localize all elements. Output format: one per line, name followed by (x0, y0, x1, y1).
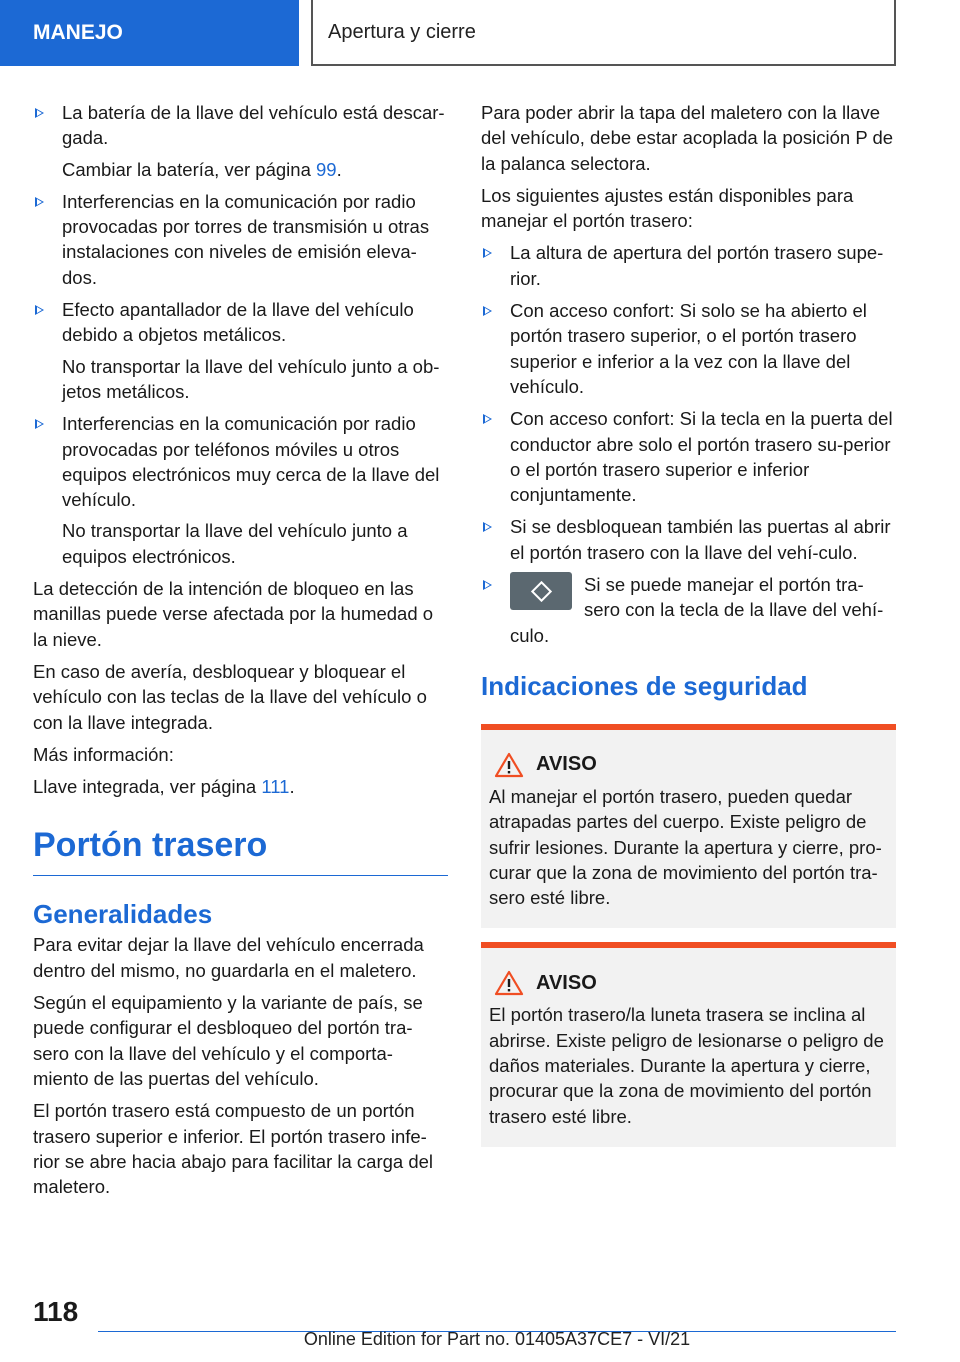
warning-title: AVISO (536, 971, 597, 994)
list-item-subtext: Cambiar la batería, ver página 99. (62, 158, 342, 180)
warning-box (481, 942, 896, 1146)
paragraph: Llave integrada, ver página 111. (33, 776, 295, 798)
warning-box (481, 724, 896, 928)
bullet-triangle-icon (35, 305, 44, 315)
paragraph: El portón trasero está compuesto de un portón trasero superior e inferior. El portón trasero infe-rior se abre hacia abajo para facilitar la carga del maletero. (33, 1100, 434, 1198)
bullet-triangle-icon (483, 248, 492, 258)
page-link[interactable]: 111 (261, 776, 290, 798)
list-item-text: Si se desbloquean también las puertas al abrir el portón trasero con la llave del vehí-culo. (510, 516, 891, 563)
list-item (481, 572, 896, 648)
list-item-text: Con acceso confort: Si la tecla en la puerta del conductor abre solo el portón trasero su-perior o el portón trasero superior e inferior conjuntamente. (510, 408, 893, 506)
list-item-subtext: No transportar la llave del vehículo junto a equipos electrónicos. (62, 520, 408, 567)
bullet-triangle-icon (483, 414, 492, 424)
chapter-header (311, 0, 896, 66)
subsection-heading: Generalidades (33, 899, 213, 930)
bullet-triangle-icon (483, 580, 492, 590)
list-item-text: Interferencias en la comunicación por radio provocadas por teléfonos móviles u otros equipos electrónicos muy cerca de la llave del vehículo. (62, 413, 440, 511)
list-item-text: Efecto apantallador de la llave del vehículo debido a objetos metálicos. (62, 299, 414, 346)
right-column (481, 100, 896, 1161)
list-item-text: Si se puede manejar el portón tra-sero con la tecla de la llave del vehí-culo. (510, 574, 884, 646)
left-column (33, 100, 448, 1206)
section-title: MANEJO (33, 21, 123, 44)
warning-title: AVISO (536, 753, 597, 776)
warning-header (489, 752, 888, 778)
paragraph: Más información: (33, 743, 174, 765)
list-item (33, 100, 448, 182)
warning-triangle-icon (494, 752, 524, 778)
bullet-triangle-icon (35, 419, 44, 429)
page-link[interactable]: 99 (316, 158, 337, 180)
bullet-triangle-icon (483, 306, 492, 316)
bullet-triangle-icon (35, 197, 44, 207)
list-item-text: Con acceso confort: Si solo se ha abierto el portón trasero superior, o el portón trasero superior e inferior a la vez con la llave del vehículo. (510, 300, 867, 397)
list-item (481, 514, 896, 565)
list-item (481, 298, 896, 399)
paragraph: Para evitar dejar la llave del vehículo encerrada dentro del mismo, no guardarla en el maletero. (33, 934, 424, 981)
list-item (33, 411, 448, 569)
paragraph: Para poder abrir la tapa del maletero con la llave del vehículo, debe estar acoplada la posición P de la palanca selectora. (481, 102, 894, 174)
list-item-text: La altura de apertura del portón trasero supe-rior. (510, 242, 884, 289)
paragraph: Según el equipamiento y la variante de país, se puede configurar el desbloqueo del portón tra-sero con la llave del vehículo y el comporta-miento de las puertas del vehículo. (33, 992, 423, 1089)
page-number: 118 (33, 1296, 79, 1327)
list-item-text: Interferencias en la comunicación por radio provocadas por torres de transmisión u otras instalaciones con niveles de emisión eleva-dos. (62, 190, 430, 288)
warning-text: Al manejar el portón trasero, pueden quedar atrapadas partes del cuerpo. Existe peligro de sufrir lesiones. Durante la apertura y cierre, pro-curar que la zona de movimiento del portón tra-sero esté libre. (489, 785, 882, 909)
subsection-heading: Indicaciones de seguridad (481, 670, 808, 701)
list-item (33, 189, 448, 290)
bullet-triangle-icon (35, 108, 44, 118)
key-button-icon (510, 572, 572, 610)
paragraph: En caso de avería, desbloquear y bloquear el vehículo con las teclas de la llave del vehículo o con la llave integrada. (33, 660, 427, 733)
list-item-text: La batería de la llave del vehículo está descar-gada. (62, 102, 445, 149)
chapter-title: Apertura y cierre (328, 20, 476, 43)
warning-triangle-icon (494, 970, 524, 996)
paragraph: La detección de la intención de bloqueo en las manillas puede verse afectada por la humedad o la nieve. (33, 578, 434, 650)
paragraph: Los siguientes ajustes están disponibles para manejar el portón trasero: (481, 184, 854, 232)
bullet-triangle-icon (483, 522, 492, 532)
warning-text: El portón trasero/la luneta trasera se inclina al abrirse. Existe peligro de lesionarse o peligro de daños materiales. Durante la apertura y cierre, procurar que la zona de movimiento del portón trasero esté libre. (489, 1004, 884, 1127)
warning-header (489, 970, 888, 996)
footer-edition: Online Edition for Part no. 01405A37CE7 - VI/21 (303, 1329, 691, 1349)
list-item-subtext: No transportar la llave del vehículo junto a ob-jetos metálicos. (62, 355, 440, 402)
list-item (33, 297, 448, 404)
section-tab (0, 0, 299, 66)
section-heading: Portón trasero (33, 825, 448, 876)
list-item (481, 406, 896, 507)
list-item (481, 240, 896, 291)
